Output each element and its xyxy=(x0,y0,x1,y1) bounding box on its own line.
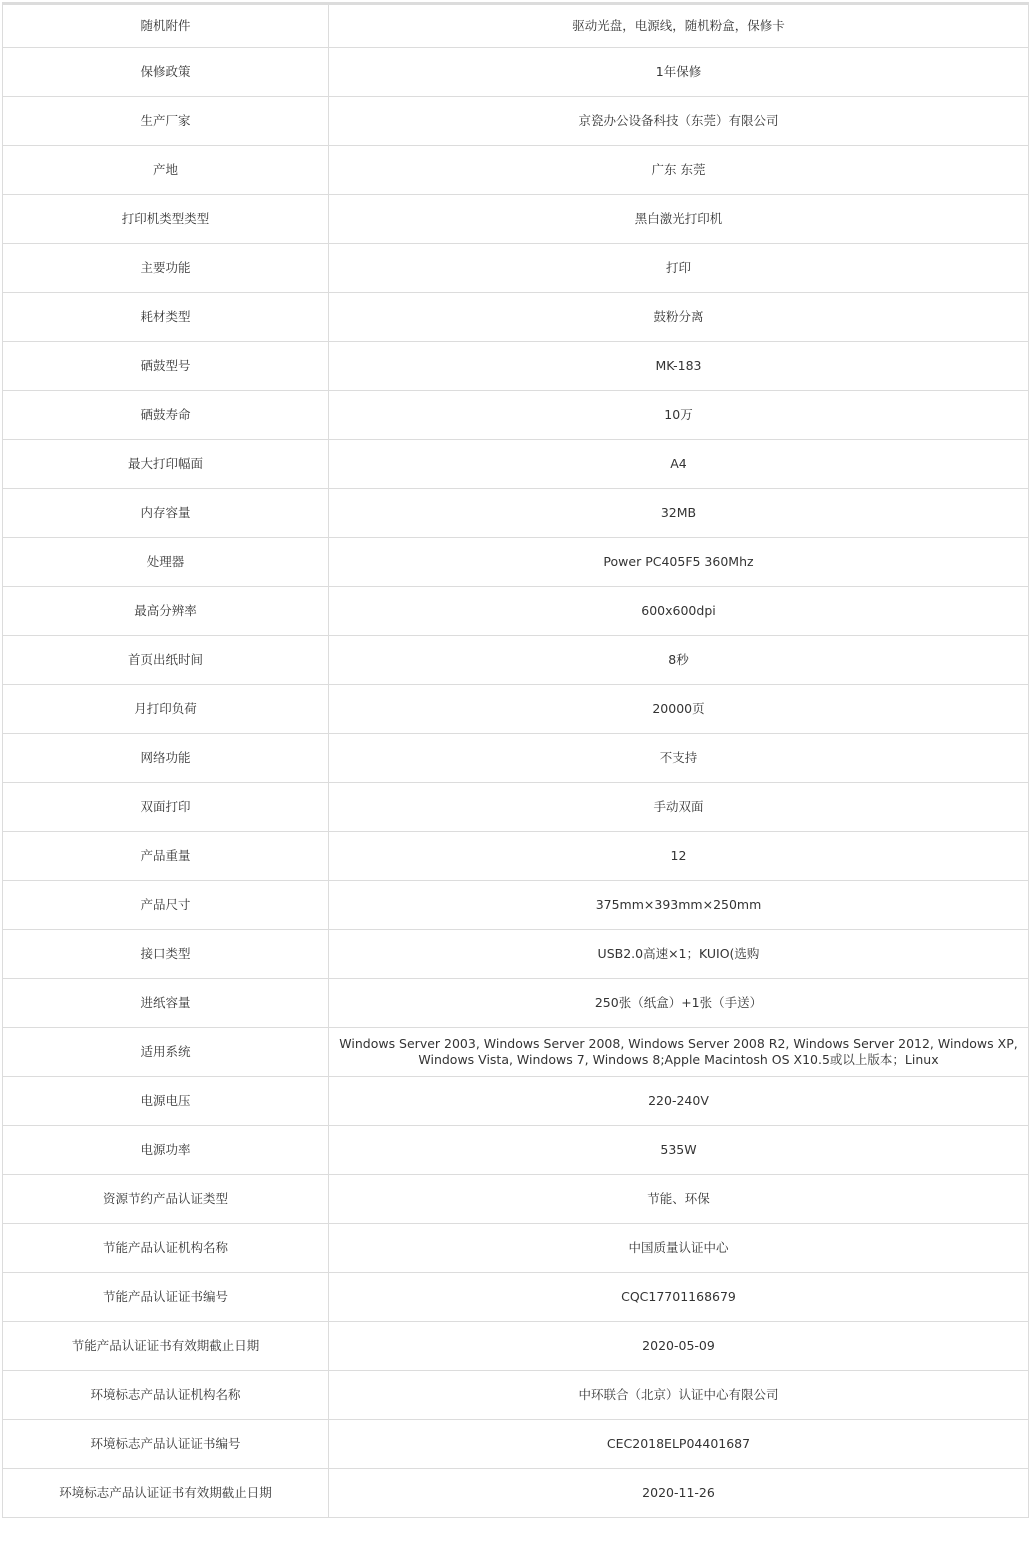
spec-table-body xyxy=(3,4,1029,1518)
spec-label: 资源节约产品认证类型 xyxy=(3,1175,329,1224)
spec-label: 硒鼓寿命 xyxy=(3,391,329,440)
table-row xyxy=(3,881,1029,930)
table-row xyxy=(3,1028,1029,1077)
table-row xyxy=(3,685,1029,734)
table-row xyxy=(3,783,1029,832)
table-row xyxy=(3,1420,1029,1469)
table-row xyxy=(3,342,1029,391)
spec-label: 环境标志产品认证机构名称 xyxy=(3,1371,329,1420)
spec-label: 产品重量 xyxy=(3,832,329,881)
table-row xyxy=(3,146,1029,195)
spec-value: 32MB xyxy=(329,489,1029,538)
spec-label: 节能产品认证证书编号 xyxy=(3,1273,329,1322)
spec-value: 中国质量认证中心 xyxy=(329,1224,1029,1273)
spec-value: CQC17701168679 xyxy=(329,1273,1029,1322)
table-row xyxy=(3,195,1029,244)
spec-value: Windows Server 2003, Windows Server 2008, Windows Server 2008 R2, Windows Server 2012, Windows XP, Windows Vista, Windows 7, Windows 8;Apple Macintosh OS X10.5或以上版本；Linux xyxy=(329,1028,1029,1077)
spec-value: 10万 xyxy=(329,391,1029,440)
spec-value: 中环联合（北京）认证中心有限公司 xyxy=(329,1371,1029,1420)
table-row xyxy=(3,930,1029,979)
spec-value: 不支持 xyxy=(329,734,1029,783)
spec-value: 375mm×393mm×250mm xyxy=(329,881,1029,930)
table-row xyxy=(3,391,1029,440)
spec-label: 环境标志产品认证证书编号 xyxy=(3,1420,329,1469)
table-row xyxy=(3,97,1029,146)
table-row xyxy=(3,1273,1029,1322)
spec-value: 黑白激光打印机 xyxy=(329,195,1029,244)
spec-label: 适用系统 xyxy=(3,1028,329,1077)
table-row xyxy=(3,734,1029,783)
spec-label: 最大打印幅面 xyxy=(3,440,329,489)
spec-value: 1年保修 xyxy=(329,48,1029,97)
table-row xyxy=(3,538,1029,587)
spec-label: 月打印负荷 xyxy=(3,685,329,734)
spec-label: 生产厂家 xyxy=(3,97,329,146)
table-row xyxy=(3,4,1029,48)
spec-value: 节能、环保 xyxy=(329,1175,1029,1224)
spec-label: 网络功能 xyxy=(3,734,329,783)
spec-label: 处理器 xyxy=(3,538,329,587)
spec-value: 手动双面 xyxy=(329,783,1029,832)
spec-value: CEC2018ELP04401687 xyxy=(329,1420,1029,1469)
spec-table xyxy=(2,2,1029,1518)
spec-label: 耗材类型 xyxy=(3,293,329,342)
spec-label: 硒鼓型号 xyxy=(3,342,329,391)
table-row xyxy=(3,587,1029,636)
spec-label: 节能产品认证机构名称 xyxy=(3,1224,329,1273)
table-row xyxy=(3,1126,1029,1175)
spec-label: 接口类型 xyxy=(3,930,329,979)
spec-value: 220-240V xyxy=(329,1077,1029,1126)
spec-value: USB2.0高速×1；KUIO(选购 xyxy=(329,930,1029,979)
spec-value: 京瓷办公设备科技（东莞）有限公司 xyxy=(329,97,1029,146)
spec-value: 8秒 xyxy=(329,636,1029,685)
spec-value: 2020-05-09 xyxy=(329,1322,1029,1371)
spec-value: Power PC405F5 360Mhz xyxy=(329,538,1029,587)
spec-label: 环境标志产品认证证书有效期截止日期 xyxy=(3,1469,329,1518)
spec-label: 最高分辨率 xyxy=(3,587,329,636)
spec-value: 20000页 xyxy=(329,685,1029,734)
table-row xyxy=(3,636,1029,685)
spec-label: 双面打印 xyxy=(3,783,329,832)
spec-value: 535W xyxy=(329,1126,1029,1175)
table-row xyxy=(3,1077,1029,1126)
spec-label: 电源功率 xyxy=(3,1126,329,1175)
spec-value: 驱动光盘，电源线，随机粉盒，保修卡 xyxy=(329,4,1029,48)
table-row xyxy=(3,1469,1029,1518)
spec-value: 打印 xyxy=(329,244,1029,293)
table-row xyxy=(3,48,1029,97)
table-row xyxy=(3,1224,1029,1273)
spec-label: 保修政策 xyxy=(3,48,329,97)
spec-value: 600x600dpi xyxy=(329,587,1029,636)
table-row xyxy=(3,832,1029,881)
spec-label: 随机附件 xyxy=(3,4,329,48)
table-row xyxy=(3,979,1029,1028)
spec-value: 12 xyxy=(329,832,1029,881)
table-row xyxy=(3,1322,1029,1371)
spec-value: 广东 东莞 xyxy=(329,146,1029,195)
spec-value: 2020-11-26 xyxy=(329,1469,1029,1518)
table-row xyxy=(3,1175,1029,1224)
spec-label: 打印机类型类型 xyxy=(3,195,329,244)
table-row xyxy=(3,440,1029,489)
spec-value: 鼓粉分离 xyxy=(329,293,1029,342)
spec-value: MK-183 xyxy=(329,342,1029,391)
spec-label: 进纸容量 xyxy=(3,979,329,1028)
spec-label: 电源电压 xyxy=(3,1077,329,1126)
table-row xyxy=(3,293,1029,342)
spec-value: A4 xyxy=(329,440,1029,489)
spec-label: 产地 xyxy=(3,146,329,195)
spec-label: 节能产品认证证书有效期截止日期 xyxy=(3,1322,329,1371)
spec-label: 内存容量 xyxy=(3,489,329,538)
spec-label: 主要功能 xyxy=(3,244,329,293)
table-row xyxy=(3,1371,1029,1420)
spec-value: 250张（纸盒）+1张（手送） xyxy=(329,979,1029,1028)
table-row xyxy=(3,489,1029,538)
spec-label: 首页出纸时间 xyxy=(3,636,329,685)
table-row xyxy=(3,244,1029,293)
spec-label: 产品尺寸 xyxy=(3,881,329,930)
